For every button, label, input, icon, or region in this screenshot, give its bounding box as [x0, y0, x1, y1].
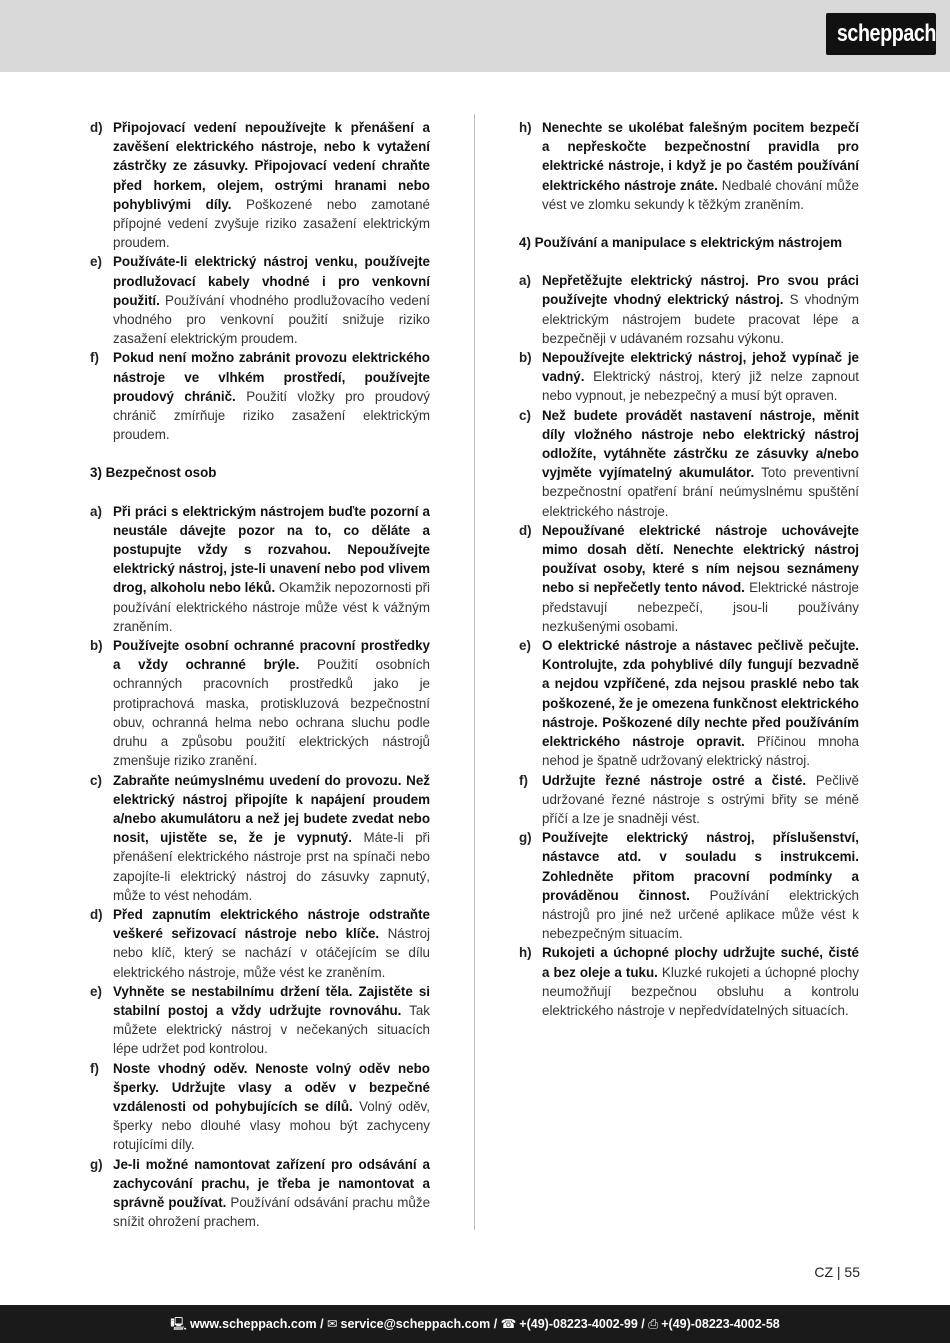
list-item-text — [113, 636, 430, 770]
list-item-label: a) — [519, 273, 531, 289]
list-item — [90, 348, 430, 444]
list-item — [90, 502, 430, 636]
list-item-normal-text: Tak můžete elektrický nástroj v nečekaných situacích lépe udržet pod kontrolou. — [113, 1002, 430, 1057]
list-item-label: d) — [90, 906, 103, 922]
list-item-normal-text: Používání elektrických nástrojů pro jiné než určené aplikace může vést k nebezpečným situacím. — [542, 887, 859, 942]
list-item-bold-text: Před zapnutím elektrického nástroje odstraňte veškeré seřizovací nástroje nebo klíče. — [113, 906, 430, 942]
list-item-bold-text: Používáte-li elektrický nástroj venku, používejte prodlužovací kabely vhodné i pro venkovní použití. — [113, 254, 430, 308]
left-column — [90, 118, 430, 1231]
list-item-normal-text: Použití osobních ochranných pracovních prostředků jako je protiprachová maska, protiskluzová bezpečnostní obuv, ochranná helma nebo ochrana sluchu podle druhu a způsobu použití elektrických nástrojů zmenšuje riziko zranění. — [113, 657, 430, 769]
list-item-label: f) — [90, 1060, 99, 1076]
list-item-label: f) — [90, 350, 99, 366]
list-item-normal-text: Máte-li při přenášení elektrického nástroje prst na spínači nebo zapojíte-li elektrický nástroj do zásuvky zapnutý, může to vést nehodám. — [113, 830, 430, 903]
list-item — [519, 348, 859, 406]
computer-icon: 🖳︎ — [170, 1317, 187, 1331]
list-item-normal-text: S vhodným elektrickým nástrojem budete pracovat lépe a bezpečněji v udávaném rozsahu výkonu. — [542, 292, 859, 346]
footer-fax: +(49)-08223-4002-58 — [661, 1317, 780, 1331]
phone-icon: ☎︎ — [500, 1317, 517, 1331]
list-item-text — [113, 1155, 430, 1232]
list-item-bold-text: Udržujte řezné nástroje ostré a čisté. — [542, 772, 807, 788]
list-item — [90, 982, 430, 1059]
list-item-normal-text: Používání odsávání prachu může snížit ohrožení prachem. — [113, 1194, 431, 1230]
list-item-label: f) — [519, 772, 528, 788]
list-item-bold-text: Zabraňte neúmyslnému uvedení do provozu. Než elektrický nástroj připojíte k napájení proudem a/nebo akumulátoru a než jej budete zvedat nebo nosit, ujistěte se, že je vypnutý. — [113, 772, 430, 846]
scheppach-logo: scheppach — [826, 13, 936, 55]
list-item-normal-text: Elektrické nástroje představují nebezpečí, jsou-li používány nezkušenými osobami. — [542, 580, 860, 634]
list-item-bold-text: Rukojeti a úchopné plochy udržujte suché, čisté a bez oleje a tuku. — [542, 945, 859, 980]
page-header — [0, 0, 950, 72]
list-item-bold-text: Při práci s elektrickým nástrojem buďte pozorní a neustále dávejte pozor na to, co děláte a postupujte vždy s rozvahou. Nepoužívejte elektrický nástroj, jste-li unavení nebo pod vlivem drog, alkoholu nebo léků. — [113, 503, 430, 596]
list-item — [519, 118, 859, 214]
list-item-text — [113, 252, 430, 348]
list-item — [90, 905, 430, 982]
footer-phone: +(49)-08223-4002-99 / — [519, 1317, 645, 1331]
list-item-label: e) — [519, 638, 531, 654]
list-item-label: b) — [90, 638, 103, 654]
list-item-normal-text: Použití vložky pro proudový chránič zmírňuje riziko zasažení elektrickým proudem. — [113, 388, 431, 443]
list-item-text — [542, 828, 859, 943]
list-item — [519, 406, 859, 521]
spacer — [90, 483, 430, 502]
list-item-label: c) — [90, 772, 102, 788]
list-item-text — [113, 905, 430, 982]
list-item-bold-text: Nepoužívejte elektrický nástroj, jehož vypínač je vadný. — [542, 350, 859, 385]
list-item-bold-text: Nenechte se ukolébat falešným pocitem bezpečí a nepřeskočte bezpečnostní pravidla pro elektrické nástroje, i když je po častém používání elektrického nástroje znáte. — [542, 120, 859, 193]
list-item-normal-text: Volný oděv, šperky nebo dlouhé vlasy mohou být zachyceny rotujícími díly. — [113, 1098, 430, 1153]
list-item-text — [542, 118, 859, 214]
spacer — [519, 214, 859, 233]
list-item — [519, 521, 859, 636]
list-item — [519, 271, 859, 348]
list-item-bold-text: Noste vhodný oděv. Nenoste volný oděv nebo šperky. Udržujte vlasy a oděv v bezpečné vzdálenosti od pohybujících se dílů. — [113, 1060, 430, 1114]
list-item-text — [542, 348, 859, 406]
footer-website[interactable]: www.scheppach.com / — [189, 1317, 324, 1331]
list-item-label: e) — [90, 983, 102, 999]
list-item-bold-text: Pokud není možno zabránit provozu elektrického nástroje ve vlhkém prostředí, používejte proudový chránič. — [113, 350, 430, 404]
list-item-bold-text: Nepřetěžujte elektrický nástroj. Pro svou práci používejte vhodný elektrický nástroj. — [542, 273, 859, 308]
list-item-label: g) — [90, 1156, 103, 1172]
list-item-text — [113, 348, 430, 444]
list-item-label: d) — [90, 120, 103, 135]
section-heading: 4) Používání a manipulace s elektrickým nástrojem — [519, 235, 842, 251]
list-item-bold-text: Používejte elektrický nástroj, příslušenství, nástavce atd. v souladu s instrukcemi. Zohledněte přitom pracovní podmínky a prováděnou činnost. — [542, 830, 859, 903]
list-item-normal-text: Nedbalé chování může vést ve zlomku sekundy k těžkým zraněním. — [542, 177, 859, 212]
list-item — [90, 1059, 430, 1155]
list-item-label: a) — [90, 503, 102, 519]
list-item — [519, 943, 859, 1020]
list-item-text — [542, 271, 859, 348]
list-item-normal-text: Nástroj nebo klíč, který se nachází v otáčejícím se dílu elektrického nástroje, může vést ke zraněním. — [113, 926, 430, 980]
list-item-text — [113, 502, 430, 636]
list-item-text — [113, 1059, 430, 1155]
list-item — [519, 636, 859, 770]
list-item-text — [542, 406, 859, 521]
list-item-text — [113, 982, 430, 1059]
list-item-text — [542, 771, 859, 829]
list-item — [90, 1155, 430, 1232]
list-item — [90, 118, 430, 252]
list-item — [519, 771, 859, 829]
fax-icon: ⎙ — [648, 1317, 659, 1331]
list-item-text — [113, 118, 430, 252]
list-item-label: c) — [519, 407, 531, 423]
list-item-bold-text: Je-li možné namontovat zařízení pro odsávání a zachycování prachu, je třeba je namontovat a správně používat. — [113, 1156, 430, 1210]
list-item-text — [542, 943, 859, 1020]
list-item-normal-text: Pečlivě udržované řezné nástroje s ostrými břity se méně příčí a lze je snadněji vést. — [542, 772, 860, 826]
list-item-bold-text: Vyhněte se nestabilnímu držení těla. Zajistěte si stabilní postoj a vždy udržujte rovnováhu. — [113, 983, 430, 1018]
section-heading: 3) Bezpečnost osob — [90, 465, 217, 481]
list-item-text — [542, 521, 859, 636]
list-item-bold-text: Než budete provádět nastavení nástroje, měnit díly vložného nástroje nebo elektrický nástroj odložíte, vytáhněte zástrčku ze zásuvky a/nebo vyjměte vyjímatelný akumulátor. — [542, 407, 859, 481]
list-item-normal-text: Elektrický nástroj, který již nelze zapnout nebo vypnout, je nebezpečný a musí být opraven. — [542, 369, 859, 404]
list-item-normal-text: Toto preventivní bezpečnostní opatření brání neúmyslnému spuštění elektrického nástroje. — [542, 465, 859, 519]
list-item-bold-text: Připojovací vedení nepoužívejte k přenášení a zavěšení elektrického nástroje, nebo k vytažení zástrčky ze zásuvky. Připojovací vedení chraňte před horkem, olejem, ostrými hranami nebo pohyblivými díly. — [113, 120, 430, 212]
spacer — [519, 252, 859, 271]
list-item-label: d) — [519, 522, 532, 538]
list-item — [90, 252, 430, 348]
list-item-label: h) — [519, 120, 532, 135]
list-item-text — [113, 771, 430, 905]
list-item-normal-text: Používání vhodného prodlužovacího vedení vhodného pro venkovní použití snižuje riziko zasažení elektrickým proudem. — [113, 292, 430, 347]
footer-email[interactable]: service@scheppach.com / — [340, 1317, 498, 1331]
list-item-normal-text: Kluzké rukojeti a úchopné plochy neumožňují bezpečnou obsluhu a kontrolu elektrického nástroje v nepředvídatelných situacích. — [542, 964, 859, 1018]
list-item — [90, 636, 430, 770]
list-item — [90, 771, 430, 905]
list-item-normal-text: Poškozené nebo zamotané přípojné vedení zvyšuje riziko zasažení elektrickým proudem. — [113, 196, 430, 251]
list-item-normal-text: Okamžik nepozornosti při používání elektrického nástroje může vést k vážným zraněním. — [113, 580, 431, 634]
mail-icon: ✉︎ — [327, 1317, 338, 1331]
right-column — [519, 118, 859, 1020]
list-item-label: g) — [519, 830, 532, 846]
list-item-bold-text: Nepoužívané elektrické nástroje uchovávejte mimo dosah dětí. Nenechte elektrický nástroj používat osoby, které s ním nejsou seznámeny nebo si nepřečetly tento návod. — [542, 522, 859, 596]
page-number: CZ | 55 — [814, 1264, 860, 1280]
list-item — [519, 828, 859, 943]
list-item-bold-text: O elektrické nástroje a nástavec pečlivě pečujte. Kontrolujte, zda pohyblivé díly fungují bezvadně a nejdou vzpříčené, zda nejsou prasklé nebo tak poškozené, že je omezena funkčnost elektrického nástroje. Poškozené díly nechte před používáním elektrického nástroje opravit. — [542, 638, 859, 750]
list-item-label: b) — [519, 350, 532, 366]
spacer — [90, 444, 430, 463]
list-item-label: e) — [90, 254, 102, 270]
page-footer — [0, 1305, 950, 1343]
list-item-label: h) — [519, 945, 532, 961]
list-item-bold-text: Používejte osobní ochranné pracovní prostředky a vždy ochranné brýle. — [113, 638, 430, 673]
list-item-text — [542, 636, 859, 770]
list-item-normal-text: Příčinou mnoha nehod je špatně udržovaný elektrický nástroj. — [542, 734, 859, 769]
column-divider — [474, 114, 475, 1230]
